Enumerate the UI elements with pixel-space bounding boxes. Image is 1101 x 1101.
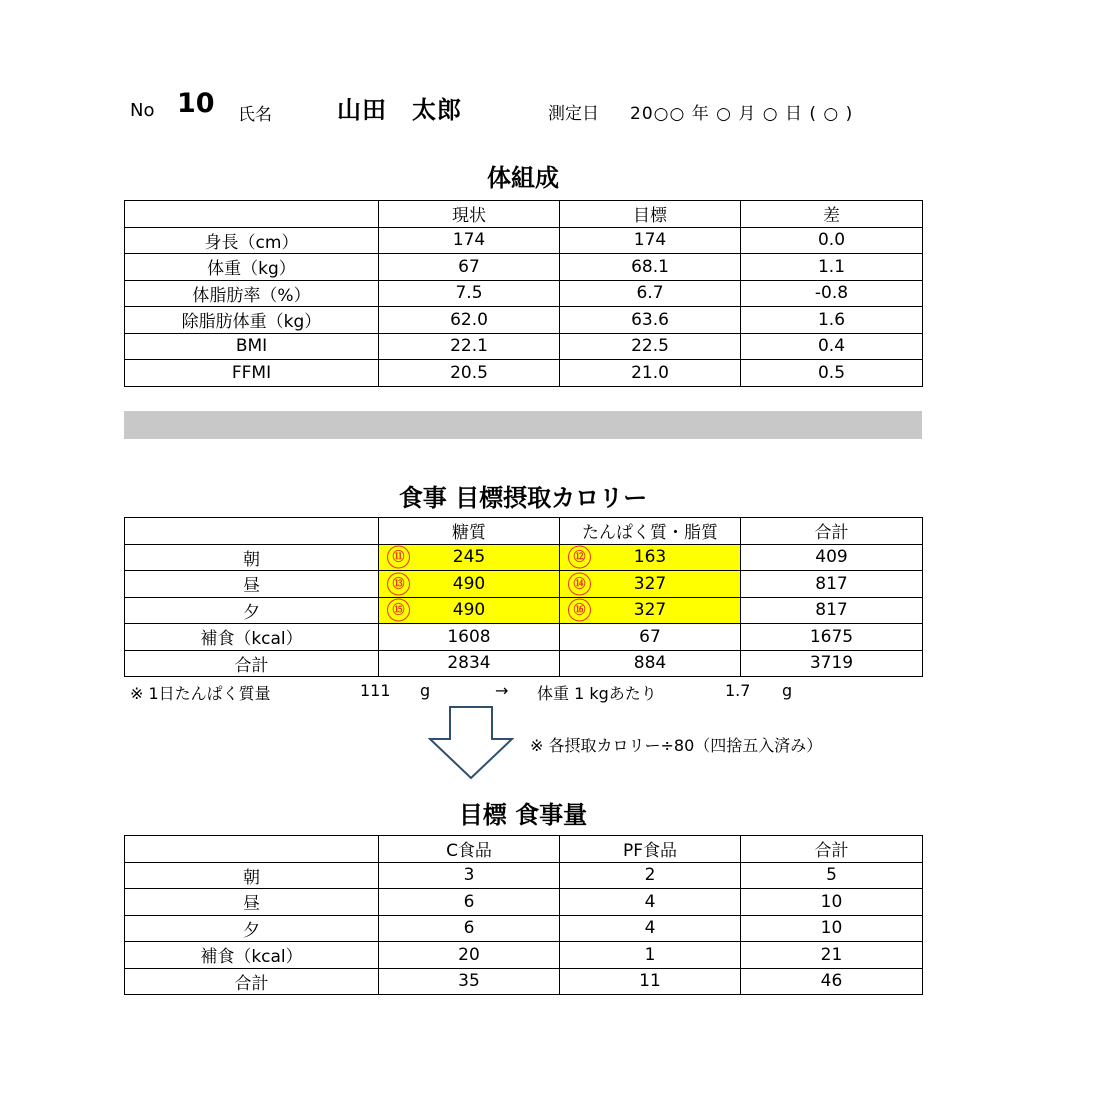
table-cell: 6.7	[560, 280, 741, 307]
carb-value: 245	[452, 547, 486, 568]
table-row	[125, 571, 923, 598]
protein-fat-value: 327	[633, 573, 667, 594]
table-cell: -0.8	[741, 280, 923, 307]
division-note: ※ 各摂取カロリー÷80（四捨五入済み）	[530, 736, 823, 755]
row-label: 体重（kg）	[125, 254, 379, 281]
header-cell: 糖質	[379, 518, 560, 545]
table-row	[125, 597, 923, 624]
carb-value: 490	[452, 600, 486, 621]
protein-fat-value: 163	[633, 547, 667, 568]
table-cell: 6	[379, 915, 560, 942]
table-row	[125, 650, 923, 677]
table-cell: 2	[560, 862, 741, 889]
table-row	[125, 227, 923, 254]
table-row	[125, 889, 923, 916]
table-header-row	[125, 518, 923, 545]
table-cell: 11	[560, 968, 741, 995]
protein-note	[130, 681, 910, 705]
carb-value: 490	[452, 573, 486, 594]
table-cell: 0.4	[741, 333, 923, 360]
row-label: 夕	[125, 915, 379, 942]
name-value: 山田 太郎	[337, 96, 462, 124]
protein-fat-cell	[560, 544, 741, 571]
table-cell: 5	[741, 862, 923, 889]
down-arrow-icon	[428, 705, 514, 781]
table-cell: 67	[379, 254, 560, 281]
row-label: 合計	[125, 650, 379, 677]
header-cell: 現状	[379, 201, 560, 228]
table-cell: 0.0	[741, 227, 923, 254]
protein-note-unit: g	[420, 681, 431, 700]
table-cell: 1	[560, 942, 741, 969]
table-row	[125, 360, 923, 387]
total-cell: 817	[741, 597, 923, 624]
header-cell: PF食品	[560, 836, 741, 863]
circled-number-badge: ⑯	[568, 599, 591, 622]
carb-cell	[379, 571, 560, 598]
measure-date-label: 測定日	[548, 104, 599, 124]
table-cell: 35	[379, 968, 560, 995]
table-cell: 3719	[741, 650, 923, 677]
row-label: 朝	[125, 862, 379, 889]
table-cell: 21.0	[560, 360, 741, 387]
row-label: 補食（kcal）	[125, 624, 379, 651]
table-cell: 10	[741, 889, 923, 916]
row-label: 身長（cm）	[125, 227, 379, 254]
row-label: 除脂肪体重（kg）	[125, 307, 379, 334]
table-header-row	[125, 201, 923, 228]
total-cell: 817	[741, 571, 923, 598]
protein-note-value: 111	[360, 681, 391, 700]
calorie-target-table	[124, 517, 923, 677]
circled-number-badge: ⑪	[387, 546, 410, 569]
table-cell: 174	[379, 227, 560, 254]
protein-fat-cell	[560, 571, 741, 598]
table-cell: 3	[379, 862, 560, 889]
table-row	[125, 862, 923, 889]
table-cell: 46	[741, 968, 923, 995]
arrow-right-icon: →	[495, 681, 509, 700]
table-row	[125, 624, 923, 651]
table-cell: 22.1	[379, 333, 560, 360]
circled-number-badge: ⑮	[387, 599, 410, 622]
table-cell: 63.6	[560, 307, 741, 334]
table-cell: 68.1	[560, 254, 741, 281]
table-cell: 6	[379, 889, 560, 916]
row-label: 体脂肪率（%）	[125, 280, 379, 307]
table-row	[125, 968, 923, 995]
table-header-row	[125, 836, 923, 863]
name-label: 氏名	[238, 105, 272, 125]
row-label: 朝	[125, 544, 379, 571]
header-cell: C食品	[379, 836, 560, 863]
meal-target-title: 目標 食事量	[458, 801, 588, 829]
total-cell: 409	[741, 544, 923, 571]
table-cell: 174	[560, 227, 741, 254]
table-cell: 22.5	[560, 333, 741, 360]
header-cell: 目標	[560, 201, 741, 228]
header-cell	[125, 836, 379, 863]
protein-fat-cell	[560, 597, 741, 624]
per-kg-unit: g	[782, 681, 793, 700]
header-cell: たんぱく質・脂質	[560, 518, 741, 545]
number-label: No	[130, 100, 155, 121]
table-cell: 1.1	[741, 254, 923, 281]
table-cell: 21	[741, 942, 923, 969]
header-cell: 合計	[741, 836, 923, 863]
header-cell: 差	[741, 201, 923, 228]
meal-target-table	[124, 835, 923, 995]
circled-number-badge: ⑫	[568, 546, 591, 569]
circled-number-badge: ⑭	[568, 572, 591, 595]
row-label: 昼	[125, 889, 379, 916]
number-value: 10	[177, 88, 215, 119]
table-cell: 20	[379, 942, 560, 969]
protein-note-prefix: ※ 1日たんぱく質量	[130, 684, 271, 703]
table-cell: 1.6	[741, 307, 923, 334]
table-cell: 67	[560, 624, 741, 651]
row-label: 合計	[125, 968, 379, 995]
header-cell	[125, 201, 379, 228]
carb-cell	[379, 544, 560, 571]
table-row	[125, 333, 923, 360]
per-kg-label: 体重 1 kgあたり	[537, 684, 657, 703]
table-row	[125, 942, 923, 969]
table-cell: 62.0	[379, 307, 560, 334]
table-cell: 1675	[741, 624, 923, 651]
header-cell: 合計	[741, 518, 923, 545]
table-cell: 10	[741, 915, 923, 942]
table-cell: 1608	[379, 624, 560, 651]
table-cell: 4	[560, 889, 741, 916]
row-label: 昼	[125, 571, 379, 598]
table-cell: 20.5	[379, 360, 560, 387]
carb-cell	[379, 597, 560, 624]
header	[130, 88, 930, 128]
row-label: FFMI	[125, 360, 379, 387]
row-label: 補食（kcal）	[125, 942, 379, 969]
table-row	[125, 254, 923, 281]
table-row	[125, 544, 923, 571]
table-row	[125, 307, 923, 334]
table-cell: 4	[560, 915, 741, 942]
table-cell: 0.5	[741, 360, 923, 387]
row-label: 夕	[125, 597, 379, 624]
section-divider-bar	[124, 411, 922, 439]
protein-fat-value: 327	[633, 600, 667, 621]
table-cell: 7.5	[379, 280, 560, 307]
body-composition-table	[124, 200, 923, 387]
table-cell: 884	[560, 650, 741, 677]
calorie-target-title: 食事 目標摂取カロリー	[398, 484, 648, 512]
circled-number-badge: ⑬	[387, 572, 410, 595]
table-cell: 2834	[379, 650, 560, 677]
table-row	[125, 280, 923, 307]
measure-date-value: 20○○ 年 ○ 月 ○ 日 ( ○ )	[630, 104, 854, 124]
table-row	[125, 915, 923, 942]
per-kg-value: 1.7	[725, 681, 751, 700]
row-label: BMI	[125, 333, 379, 360]
body-composition-title: 体組成	[487, 164, 559, 192]
header-cell	[125, 518, 379, 545]
